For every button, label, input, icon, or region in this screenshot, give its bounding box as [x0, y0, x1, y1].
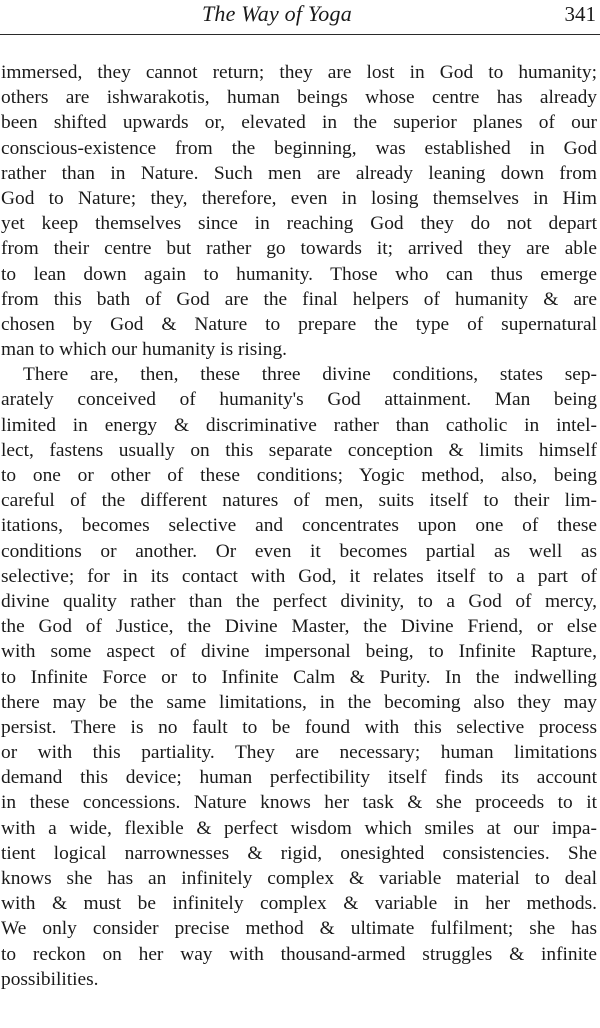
text-line: God to Nature; they, therefore, even in losing themselves in Him [1, 187, 597, 209]
text-line: in these concessions. Nature knows her task & she proceeds to it [1, 792, 597, 814]
running-header [0, 0, 600, 36]
text-line: careful of the different natures of men, suits itself to their lim- [1, 490, 597, 512]
text-line: conditions or another. Or even it becomes partial as well as [1, 540, 597, 562]
text-line: to one or other of these conditions; Yogic method, also, being [1, 465, 597, 486]
text-line: immersed, they cannot return; they are lost in God to humanity; [1, 62, 597, 83]
text-line: to lean down again to humanity. Those who can thus emerge [1, 263, 597, 285]
text-line: There are, then, these three divine conditions, states sep- [23, 364, 597, 386]
text-line: from this bath of God are the final helpers of humanity & are [1, 288, 597, 310]
text-line: chosen by God & Nature to prepare the type of supernatural [1, 313, 597, 335]
text-line: knows she has an infinitely complex & variable material to deal [1, 868, 597, 889]
text-line: selective; for in its contact with God, it relates itself to a part of [1, 565, 597, 587]
text-line: the God of Justice, the Divine Master, the Divine Friend, or else [1, 616, 597, 638]
text-line: with a wide, flexible & perfect wisdom which smiles at our impa- [1, 817, 597, 839]
text-line: rather than in Nature. Such men are already leaning down from [1, 162, 597, 184]
text-line: limited in energy & discriminative rather than catholic in intel- [1, 414, 597, 436]
text-line: man to which our humanity is rising. [1, 339, 287, 361]
text-line: demand this device; human perfectibility itself finds its account [1, 767, 597, 789]
paragraph-1 [1, 60, 597, 362]
text-line: with some aspect of divine impersonal being, to Infinite Rapture, [1, 641, 597, 663]
text-line: divine quality rather than the perfect divinity, to a God of mercy, [1, 590, 597, 612]
header-rule [0, 34, 600, 35]
text-line: to reckon on her way with thousand-armed struggles & infinite [1, 943, 597, 965]
text-line: to Infinite Force or to Infinite Calm & Purity. In the indwelling [1, 666, 597, 688]
text-line: arately conceived of humanity's God attainment. Man being [1, 389, 597, 411]
text-line: persist. There is no fault to be found with this selective process [1, 716, 597, 738]
text-line: We only consider precise method & ultimate fulfilment; she has [1, 918, 597, 940]
text-line: yet keep themselves since in reaching God they do not depart [1, 213, 597, 235]
text-line: tient logical narrownesses & rigid, onesighted consistencies. She [1, 842, 597, 864]
text-line: lect, fastens usually on this separate conception & limits himself [1, 439, 597, 461]
running-title: The Way of Yoga [202, 1, 352, 26]
text-line: conscious-existence from the beginning, was established in God [1, 137, 597, 159]
text-line: from their centre but rather go towards it; arrived they are able [1, 238, 597, 260]
body-text [1, 60, 597, 992]
paragraph-2 [1, 362, 597, 992]
text-line: itations, becomes selective and concentrates upon one of these [1, 515, 597, 537]
text-line: possibilities. [1, 968, 99, 990]
text-line: or with this partiality. They are necessary; human limitations [1, 742, 597, 764]
text-line: there may be the same limitations, in the becoming also they may [1, 691, 597, 713]
text-line: others are ishwarakotis, human beings whose centre has already [1, 87, 597, 109]
text-line: with & must be infinitely complex & variable in her methods. [1, 893, 597, 915]
text-line: been shifted upwards or, elevated in the superior planes of our [1, 112, 597, 134]
page-number: 341 [564, 2, 596, 26]
